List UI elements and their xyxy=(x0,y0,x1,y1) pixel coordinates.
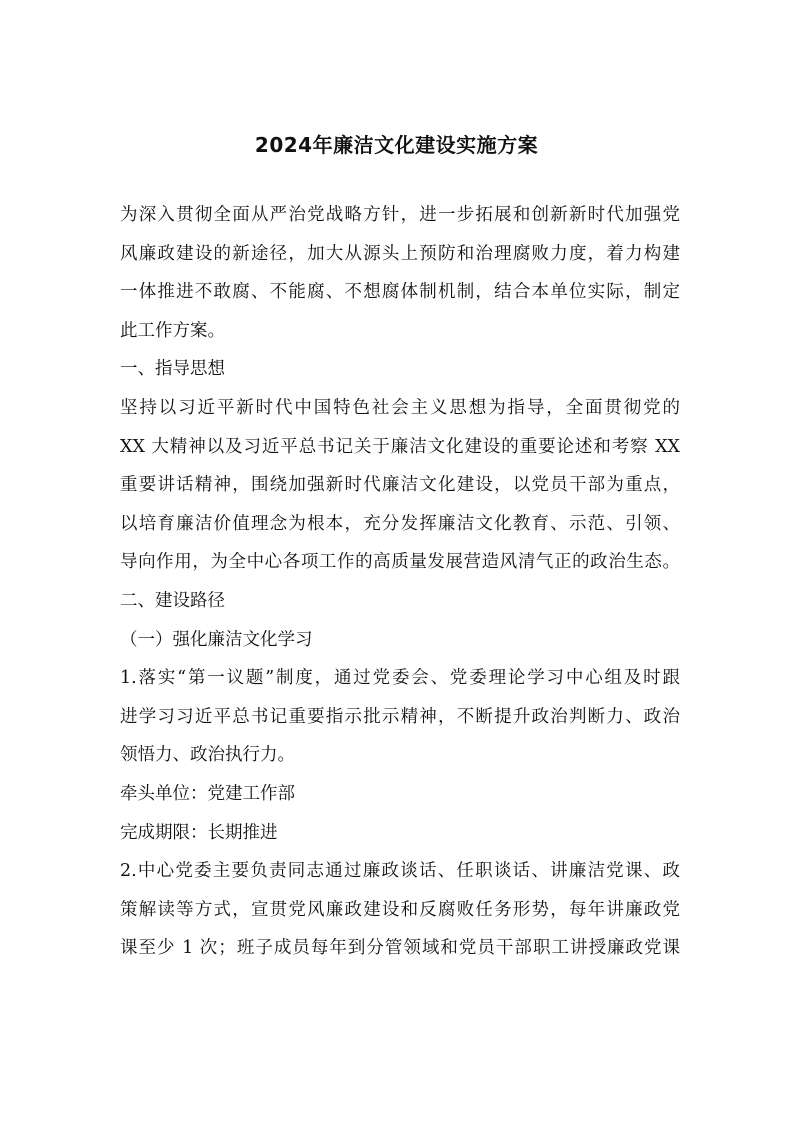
document-title: 2024年廉洁文化建设实施方案 xyxy=(254,133,539,157)
paragraph-line: 为深入贯彻全面从严治党战略方针，进一步拓展和创新新时代加强党 xyxy=(120,205,680,225)
paragraph-line: 课至少 1 次；班子成员每年到分管领域和党员干部职工讲授廉政党课 xyxy=(120,938,680,959)
paragraph-line: 2.中心党委主要负责同志通过廉政谈话、任职谈话、讲廉洁党课、政 xyxy=(120,861,680,882)
section-heading: 一、指导思想 xyxy=(120,359,225,380)
paragraph-line: 一体推进不敢腐、不能腐、不想腐体制机制，结合本单位实际，制定 xyxy=(120,282,680,303)
document-body xyxy=(120,196,680,968)
paragraph-line: 以培育廉洁价值理念为根本，充分发挥廉洁文化教育、示范、引领、 xyxy=(120,513,680,534)
paragraph-line: XX 大精神以及习近平总书记关于廉洁文化建设的重要论述和考察 XX xyxy=(120,436,680,457)
lead-unit-line: 牵头单位：党建工作部 xyxy=(120,783,295,804)
paragraph-line: 重要讲话精神，围绕加强新时代廉洁文化建设，以党员干部为重点， xyxy=(120,475,680,496)
paragraph-line: 1.落实“第一议题”制度，通过党委会、党委理论学习中心组及时跟 xyxy=(120,668,680,689)
paragraph-line: 进学习习近平总书记重要指示批示精神，不断提升政治判断力、政治 xyxy=(120,706,680,727)
paragraph-line: 风廉政建设的新途径，加大从源头上预防和治理腐败力度，着力构建 xyxy=(120,243,680,264)
section-heading: 二、建设路径 xyxy=(120,590,225,611)
deadline-line: 完成期限：长期推进 xyxy=(120,822,278,843)
paragraph-line: 此工作方案。 xyxy=(120,320,225,341)
paragraph-line: 坚持以习近平新时代中国特色社会主义思想为指导，全面贯彻党的 xyxy=(120,397,680,418)
paragraph-line: 策解读等方式，宣贯党风廉政建设和反腐败任务形势，每年讲廉政党 xyxy=(120,899,680,920)
paragraph-line: 领悟力、政治执行力。 xyxy=(120,745,295,766)
paragraph-line: 导向作用，为全中心各项工作的高质量发展营造风清气正的政治生态。 xyxy=(120,552,680,573)
subsection-heading: （一）强化廉洁文化学习 xyxy=(120,629,313,650)
